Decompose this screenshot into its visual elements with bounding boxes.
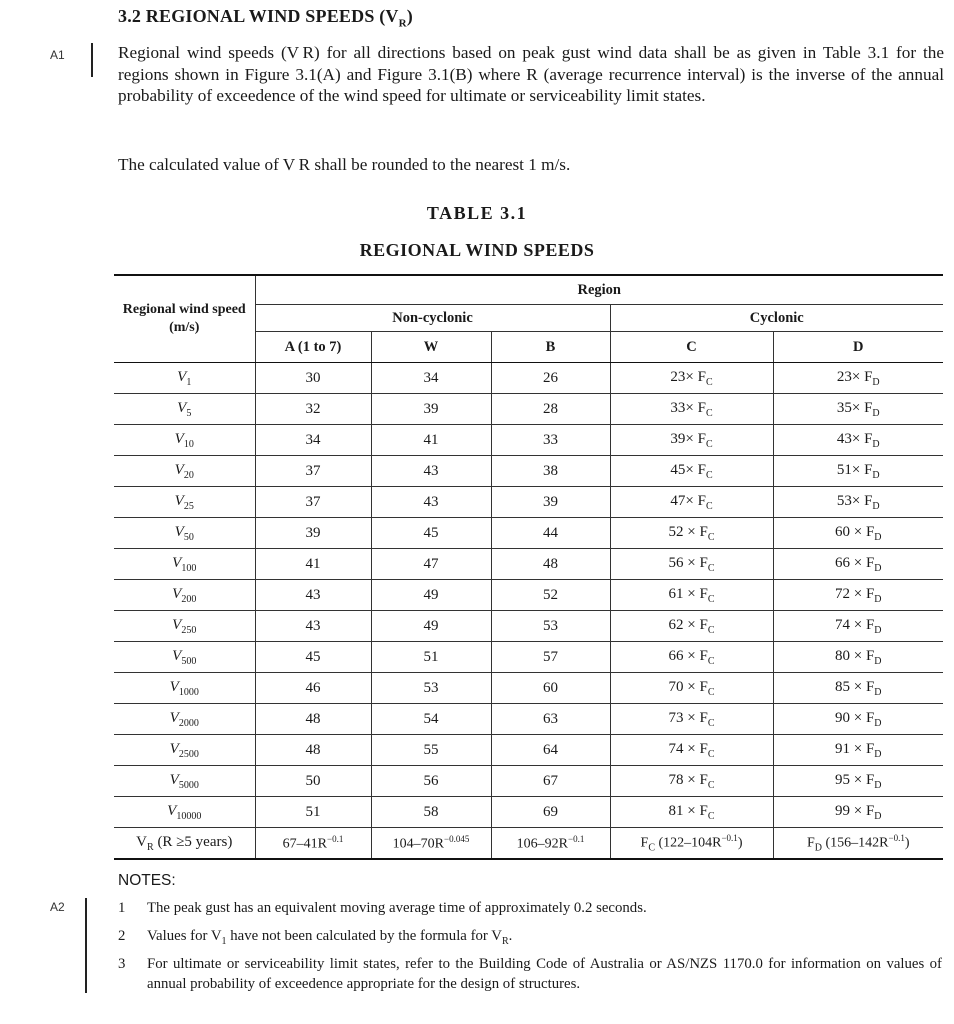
row-label: $V_{2000}$: [114, 704, 255, 735]
table-row: [114, 673, 943, 704]
cell-c: $73 \times F_C$: [610, 704, 773, 735]
cell-d: $51\times F_D$: [773, 456, 943, 487]
table-row: [114, 735, 943, 766]
table-row: [114, 394, 943, 425]
cell-b: 39: [491, 487, 610, 518]
standard-page: 3.2 REGIONAL WIND SPEEDS $(V_R)$ A1 Regional wind speeds (V R) for all directions based on peak gust wind data shall be as given in Table 3.1 for the regions shown in Figure 3.1(A) and Figure 3.1(B) where R (average recurrence interval) is the inverse of the annual probability of exceedence of the wind speed for ultimate or serviceability limit states. The calculated value of V R shall be rounded to the nearest 1 m/s. TABLE 3.1 REGIONAL WIND SPEEDS Regional wind speed (m/s) Region Non-cyclonic Cyclonic A (1 to 7) W B C D $V_1$ 30 34 26 $23\times F_C$ $23\times F_D$ $V_5$ 32 39 28 $33\times F_C$ $35\times F_D$ $V_{10}$ 34 41 33 $39\times F_C$ $43\times F_D$ $V_{20}$ 37 43 38 $45\times F_C$ $51\times F_D$ $V_{25}$ 37 43 39 $47\times F_C$ $53\times F_D$ $V_{50}$ 39 45 44 $52 \times F_C$ $60 \times F_D$ $V_{100}$ 41 47 48 $56 \times F_C$ $66 \times F_D$ $V_{200}$ 43 49 52 $61 \times F_C$ $72 \times F_D$ $V_{250}$ 43 49 53 $62 \times F_C$ $74 \times F_D$ $V_{500}$ 45 51 57 $66 \times F_C$ $80 \times F_D$ $V_{1000}$ 46 53 60 $70 \times F_C$ $85 \times F_D$ $V_{2000}$ 48 54 63 $73 \times F_C$ $90 \times F_D$ $V_{2500}$ 48 55 64 $74 \times F_C$ $91 \times F_D$ $V_{5000}$ 50 56 67 $78 \times F_C$ $95 \times F_D$ $V_{10000}$ 51 58 69 $81 \times F_C$ $99 \times F_D$ $V_R$ (R ≥5 years) $67-41R^{-0.1}$ $104-70R^{-0.045}$ $106-92R^{-0.1}$ $F_C$ $(122-104R^{-0.1})$ $F_D$ $(156-142R^{-0.1})$ NOTES: A2 1 The peak gust has an equivalent moving average time of approximately 0.2 seconds. 2 Values for $V_1$ have not been calculated by the formula for $V_R$. 3 For ultimate or serviceability limit states, refer to the Building Code of Australia or AS/NZS 1170.0 for information on values of annual probability of exceedence appropriate for the design of structures.: [0, 0, 954, 1024]
col-header-b: B: [491, 332, 610, 363]
cell-a: 32: [255, 394, 371, 425]
formula-b: $106-92R^{-0.1}$: [491, 828, 610, 860]
cell-b: 33: [491, 425, 610, 456]
cell-d: $23\times F_D$: [773, 363, 943, 394]
amendment-bar-a2: [85, 898, 87, 993]
cell-w: 54: [371, 704, 491, 735]
col-header-a: A (1 to 7): [255, 332, 371, 363]
cell-a: 48: [255, 735, 371, 766]
row-label: $V_{250}$: [114, 611, 255, 642]
cell-c: $39\times F_C$: [610, 425, 773, 456]
cell-c: $45\times F_C$: [610, 456, 773, 487]
paragraph-regional-wind-speeds: Regional wind speeds (V R) for all directions based on peak gust wind data shall be as given in Table 3.1 for the regions shown in Figure 3.1(A) and Figure 3.1(B) where R (average recurrence interval) is the inverse of the annual probability of exceedence of the wind speed for ultimate or serviceability limit states.: [118, 43, 944, 105]
row-label: $V_{25}$: [114, 487, 255, 518]
table-row: [114, 456, 943, 487]
amendment-tag-a2: A2: [50, 900, 65, 914]
table-row: [114, 518, 943, 549]
cell-w: 49: [371, 611, 491, 642]
regional-wind-speeds-table: [114, 274, 943, 860]
col-header-c: C: [610, 332, 773, 363]
cell-d: $72 \times F_D$: [773, 580, 943, 611]
cell-d: $80 \times F_D$: [773, 642, 943, 673]
row-label: $V_1$: [114, 363, 255, 394]
cyclonic-header: Cyclonic: [610, 305, 943, 332]
cell-c: $78 \times F_C$: [610, 766, 773, 797]
cell-b: 63: [491, 704, 610, 735]
row-label: $V_{100}$: [114, 549, 255, 580]
cell-a: 34: [255, 425, 371, 456]
cell-b: 28: [491, 394, 610, 425]
cell-w: 43: [371, 487, 491, 518]
cell-w: 45: [371, 518, 491, 549]
table-row: [114, 549, 943, 580]
cell-w: 51: [371, 642, 491, 673]
region-header: Region: [255, 275, 943, 305]
row-label-header: Regional wind speed (m/s): [114, 275, 255, 363]
cell-d: $35\times F_D$: [773, 394, 943, 425]
cell-c: $23\times F_C$: [610, 363, 773, 394]
cell-a: 48: [255, 704, 371, 735]
row-label: $V_5$: [114, 394, 255, 425]
table-row: [114, 487, 943, 518]
row-label: $V_{2500}$: [114, 735, 255, 766]
notes-heading: NOTES:: [118, 872, 176, 889]
cell-c: $74 \times F_C$: [610, 735, 773, 766]
table-number: TABLE 3.1: [426, 203, 528, 223]
table-row: [114, 704, 943, 735]
paragraph-rounding: The calculated value of V R shall be rounded to the nearest 1 m/s.: [118, 155, 571, 174]
table-row: [114, 642, 943, 673]
cell-w: 43: [371, 456, 491, 487]
formula-w: $104-70R^{-0.045}$: [371, 828, 491, 860]
cell-b: 48: [491, 549, 610, 580]
cell-b: 64: [491, 735, 610, 766]
cell-b: 52: [491, 580, 610, 611]
cell-w: 41: [371, 425, 491, 456]
cell-w: 58: [371, 797, 491, 828]
table-title: REGIONAL WIND SPEEDS: [359, 240, 595, 260]
cell-d: $60 \times F_D$: [773, 518, 943, 549]
cell-w: 56: [371, 766, 491, 797]
cell-d: $99 \times F_D$: [773, 797, 943, 828]
cell-a: 45: [255, 642, 371, 673]
cell-a: 46: [255, 673, 371, 704]
table-row: [114, 766, 943, 797]
cell-w: 55: [371, 735, 491, 766]
row-label: $V_{50}$: [114, 518, 255, 549]
non-cyclonic-header: Non-cyclonic: [255, 305, 610, 332]
cell-a: 51: [255, 797, 371, 828]
table-row: [114, 363, 943, 394]
cell-d: $53\times F_D$: [773, 487, 943, 518]
cell-b: 69: [491, 797, 610, 828]
cell-d: $95 \times F_D$: [773, 766, 943, 797]
row-label: $V_{10}$: [114, 425, 255, 456]
col-header-d: D: [773, 332, 943, 363]
table-row: [114, 425, 943, 456]
cell-a: 43: [255, 611, 371, 642]
formula-row-label: $V_R$ (R ≥5 years): [114, 828, 255, 860]
cell-c: $61 \times F_C$: [610, 580, 773, 611]
cell-d: $66 \times F_D$: [773, 549, 943, 580]
cell-w: 53: [371, 673, 491, 704]
table-row: [114, 611, 943, 642]
cell-b: 53: [491, 611, 610, 642]
cell-a: 50: [255, 766, 371, 797]
cell-c: $52 \times F_C$: [610, 518, 773, 549]
cell-b: 44: [491, 518, 610, 549]
cell-d: $74 \times F_D$: [773, 611, 943, 642]
cell-c: $81 \times F_C$: [610, 797, 773, 828]
cell-d: $43\times F_D$: [773, 425, 943, 456]
cell-c: $62 \times F_C$: [610, 611, 773, 642]
row-label: $V_{5000}$: [114, 766, 255, 797]
cell-a: 37: [255, 487, 371, 518]
cell-b: 60: [491, 673, 610, 704]
cell-a: 37: [255, 456, 371, 487]
cell-c: $47\times F_C$: [610, 487, 773, 518]
table-body: [114, 363, 943, 860]
cell-c: $56 \times F_C$: [610, 549, 773, 580]
cell-b: 67: [491, 766, 610, 797]
cell-d: $91 \times F_D$: [773, 735, 943, 766]
formula-row: [114, 828, 943, 860]
cell-w: 34: [371, 363, 491, 394]
row-label: $V_{500}$: [114, 642, 255, 673]
row-label: $V_{200}$: [114, 580, 255, 611]
amendment-bar-a1: [91, 43, 93, 77]
cell-w: 39: [371, 394, 491, 425]
row-label: $V_{1000}$: [114, 673, 255, 704]
row-label: $V_{10000}$: [114, 797, 255, 828]
cell-c: $70 \times F_C$: [610, 673, 773, 704]
cell-a: 30: [255, 363, 371, 394]
cell-a: 39: [255, 518, 371, 549]
formula-c: $F_C$ $(122-104R^{-0.1})$: [610, 828, 773, 860]
cell-d: $85 \times F_D$: [773, 673, 943, 704]
cell-b: 38: [491, 456, 610, 487]
cell-w: 49: [371, 580, 491, 611]
formula-d: $F_D$ $(156-142R^{-0.1})$: [773, 828, 943, 860]
cell-d: $90 \times F_D$: [773, 704, 943, 735]
cell-a: 43: [255, 580, 371, 611]
formula-a: $67-41R^{-0.1}$: [255, 828, 371, 860]
row-label: $V_{20}$: [114, 456, 255, 487]
cell-w: 47: [371, 549, 491, 580]
cell-a: 41: [255, 549, 371, 580]
table-row: [114, 797, 943, 828]
cell-b: 57: [491, 642, 610, 673]
col-header-w: W: [371, 332, 491, 363]
cell-c: $33\times F_C$: [610, 394, 773, 425]
cell-c: $66 \times F_C$: [610, 642, 773, 673]
amendment-tag-a1: A1: [50, 48, 65, 62]
table-row: [114, 580, 943, 611]
section-title: 3.2 REGIONAL WIND SPEEDS $(V_R)$: [118, 6, 413, 30]
cell-b: 26: [491, 363, 610, 394]
